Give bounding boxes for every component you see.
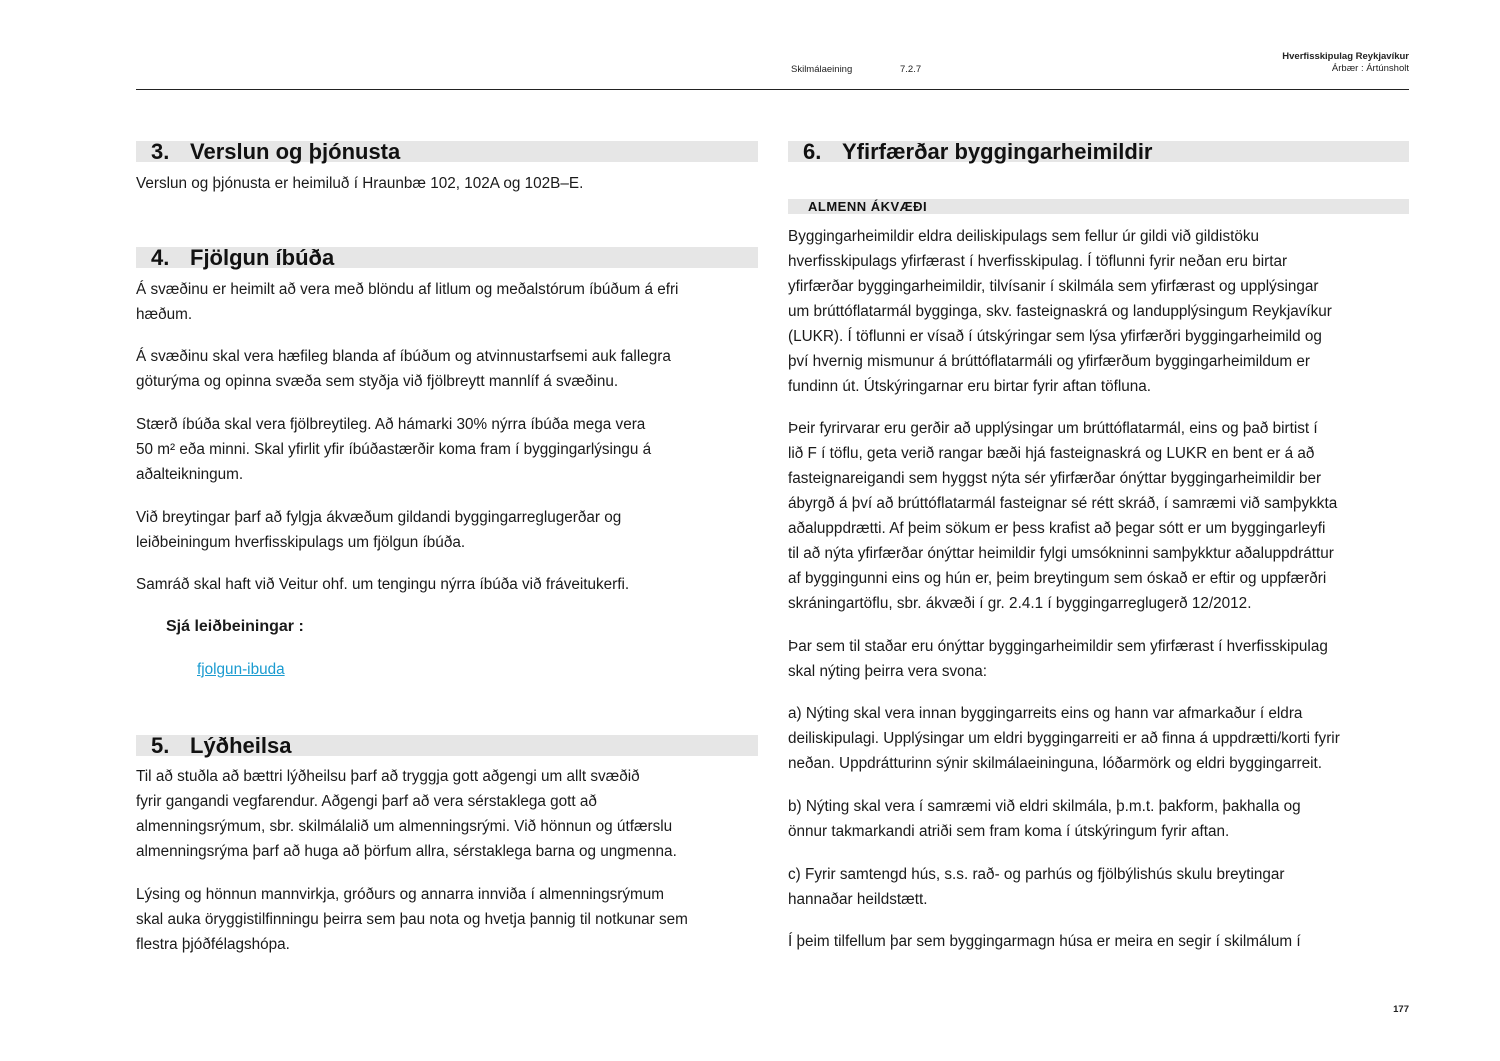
text-line: Byggingarheimildir eldra deiliskipulags sem fellur úr gildi við gildistöku xyxy=(788,228,1260,245)
paragraph xyxy=(136,572,629,597)
section-title: Verslun og þjónusta xyxy=(190,139,401,164)
header-divider xyxy=(136,89,1409,90)
text-line: önnur takmarkandi atriði sem fram koma í útskýringum fyrir aftan. xyxy=(788,823,1230,840)
header-doc-title: Hverfisskipulag Reykjavíkur xyxy=(1282,51,1409,62)
header-doc-subtitle: Árbær : Ártúnsholt xyxy=(1331,63,1409,74)
section-number: 6. xyxy=(803,139,822,164)
header-section-number: 7.2.7 xyxy=(900,64,922,75)
text-line: Til að stuðla að bættri lýðheilsu þarf að tryggja gott aðgengi um allt svæðið xyxy=(136,768,640,785)
section-number: 5. xyxy=(151,733,170,758)
list-item-a xyxy=(788,701,1340,776)
text-line: fyrir gangandi vegfarendur. Aðgengi þarf að vera sérstaklega gott að xyxy=(136,793,597,810)
text-line: Þeir fyrirvarar eru gerðir að upplýsingar um brúttóflatarmál, eins og það birtist í xyxy=(788,420,1318,437)
paragraph xyxy=(136,171,583,196)
text-line: hannaðar heildstætt. xyxy=(788,891,928,908)
text-line: Í þeim tilfellum þar sem byggingarmagn húsa er meira en segir í skilmálum í xyxy=(788,933,1301,950)
text-line: b) Nýting skal vera í samræmi við eldri skilmála, þ.m.t. þakform, þakhalla og xyxy=(788,798,1301,815)
text-line: skráningartöflu, sbr. ákvæði í gr. 2.4.1 í byggingarreglugerð 12/2012. xyxy=(788,595,1252,612)
text-line: göturýma og opinna svæða sem styðja við fjölbreytt mannlíf á svæðinu. xyxy=(136,373,619,390)
paragraph xyxy=(136,412,651,487)
paragraph xyxy=(136,764,677,864)
text-line: um brúttóflatarmál bygginga, skv. fasteignaskrá og landupplýsingum Reykjavíkur xyxy=(788,303,1332,320)
section-heading-4 xyxy=(136,247,758,268)
text-line: Á svæðinu er heimilt að vera með blöndu af litlum og meðalstórum íbúðum á efri xyxy=(136,281,679,298)
paragraph xyxy=(788,224,1332,399)
text-line: skal nýting þeirra vera svona: xyxy=(788,663,987,680)
section-title: Fjölgun íbúða xyxy=(190,245,335,270)
page-number: 177 xyxy=(1393,1004,1409,1015)
text-line: aðalteikningum. xyxy=(136,466,244,483)
list-item-c xyxy=(788,862,1285,912)
text-line: hæðum. xyxy=(136,306,193,323)
text-line: til að nýta yfirfærðar ónýttar heimildir fylgi umsókninni samþykktur aðaluppdráttur xyxy=(788,545,1334,562)
text-line: almenningsrýmum, sbr. skilmálalið um almenningsrými. Við hönnun og útfærslu xyxy=(136,818,673,835)
text-line: ábyrgð á því að brúttóflatarmál fasteignar sé rétt skráð, í samræmi við samþykkta xyxy=(788,495,1338,512)
text-line: deiliskipulagi. Upplýsingar um eldri byggingarreiti er að finna á uppdrætti/korti fyrir xyxy=(788,730,1340,747)
paragraph xyxy=(788,634,1328,684)
section-heading-6 xyxy=(788,141,1409,162)
text-line: neðan. Uppdrátturinn sýnir skilmálaeininguna, lóðarmörk og eldri byggingarreit. xyxy=(788,755,1322,772)
text-line: Lýsing og hönnun mannvirkja, gróðurs og annarra innviða í almenningsrýmum xyxy=(136,886,665,903)
text-line: Verslun og þjónusta er heimiluð í Hraunbæ 102, 102A og 102B–E. xyxy=(136,175,584,192)
paragraph xyxy=(136,277,678,327)
text-line: af byggingunni eins og hún er, þeim breytingum sem óskað er eftir og uppfærðri xyxy=(788,570,1327,587)
text-line: Stærð íbúða skal vera fjölbreytileg. Að hámarki 30% nýrra íbúða mega vera xyxy=(136,416,646,433)
text-line: yfirfærðar byggingarheimildir, tilvísanir í skilmála sem yfirfærast og upplýsingar xyxy=(788,278,1319,295)
text-line: hverfisskipulags yfirfærast í hverfisskipulag. Í töflunni fyrir neðan eru birtar xyxy=(788,253,1288,270)
see-guidelines-label: Sjá leiðbeiningar : xyxy=(166,618,304,635)
text-line: almenningsrýma þarf að huga að þörfum allra, sérstaklega barna og ungmenna. xyxy=(136,843,677,860)
text-line: Þar sem til staðar eru ónýttar byggingarheimildir sem yfirfærast í hverfisskipulag xyxy=(788,638,1328,655)
section-title: Lýðheilsa xyxy=(190,733,292,758)
text-line: leiðbeiningum hverfisskipulags um fjölgun íbúða. xyxy=(136,534,466,551)
text-line: fundinn út. Útskýringarnar eru birtar fyrir aftan töfluna. xyxy=(788,378,1152,395)
subheading: ALMENN ÁKVÆÐI xyxy=(808,199,928,214)
section-number: 3. xyxy=(151,139,170,164)
section-number: 4. xyxy=(151,245,170,270)
guidelines-link[interactable]: fjolgun-ibuda xyxy=(197,661,285,678)
text-line: Á svæðinu skal vera hæfileg blanda af íbúðum og atvinnustarfsemi auk fallegra xyxy=(136,348,671,365)
section-title: Yfirfærðar byggingarheimildir xyxy=(842,139,1153,164)
text-line: því hvernig mismunur á brúttóflatarmáli og yfirfærðum byggingarheimildum er xyxy=(788,353,1311,370)
paragraph xyxy=(788,416,1337,616)
text-line: fasteignareigandi sem hyggst nýta sér yfirfærðar ónýttar byggingarheimildir ber xyxy=(788,470,1322,487)
text-line: skal auka öryggistilfinningu þeirra sem þau nota og hvetja þannig til notkunar sem xyxy=(136,911,688,928)
text-line: flestra þjóðfélagshópa. xyxy=(136,936,290,953)
paragraph xyxy=(136,505,621,555)
section-heading-5 xyxy=(136,735,758,756)
section-heading-3 xyxy=(136,141,758,162)
text-line: lið F í töflu, geta verið rangar bæði hjá fasteignaskrá og LUKR en bent er á að xyxy=(788,445,1315,462)
paragraph xyxy=(136,882,688,957)
paragraph xyxy=(136,344,671,394)
text-line: Við breytingar þarf að fylgja ákvæðum gildandi byggingarreglugerðar og xyxy=(136,509,622,526)
text-line: a) Nýting skal vera innan byggingarreits eins og hann var afmarkaður í eldra xyxy=(788,705,1303,722)
subheading-bar xyxy=(788,199,1409,214)
text-line: 50 m² eða minni. Skal yfirlit yfir íbúðastærðir koma fram í byggingarlýsingu á xyxy=(136,441,652,458)
paragraph xyxy=(788,929,1301,954)
text-line: aðaluppdrætti. Af þeim sökum er þess krafist að þegar sótt er um byggingarleyfi xyxy=(788,520,1326,537)
text-line: (LUKR). Í töflunni er vísað í útskýringar sem lýsa yfirfærðri byggingarheimild og xyxy=(788,328,1322,345)
header-section-label: Skilmálaeining xyxy=(791,64,853,75)
text-line: c) Fyrir samtengd hús, s.s. rað- og parhús og fjölbýlishús skulu breytingar xyxy=(788,866,1285,883)
text-line: Samráð skal haft við Veitur ohf. um tengingu nýrra íbúða við fráveitukerfi. xyxy=(136,576,630,593)
list-item-b xyxy=(788,794,1301,844)
